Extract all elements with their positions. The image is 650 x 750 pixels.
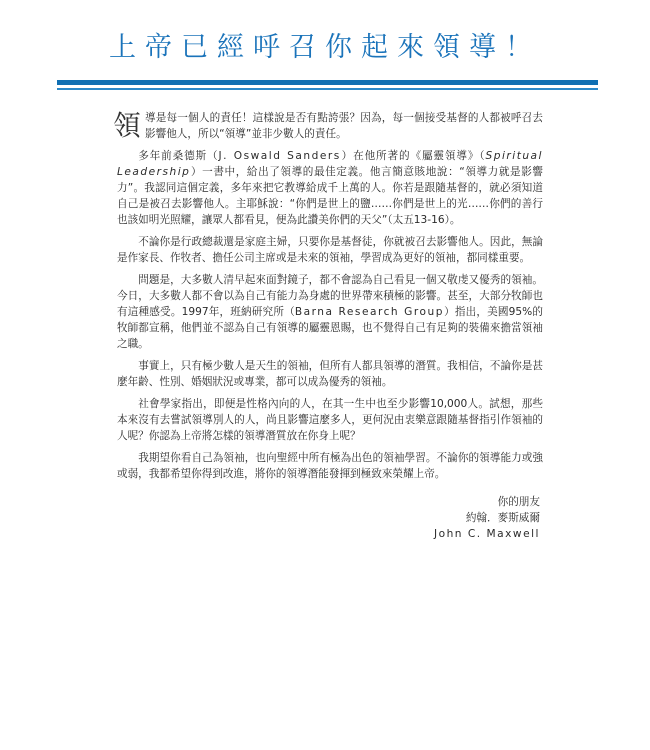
paragraph-2-text-a: 多年前桑德斯（ bbox=[138, 150, 219, 162]
paragraph-2 bbox=[117, 148, 543, 228]
paragraph-4 bbox=[117, 272, 543, 352]
title-divider-thick bbox=[57, 80, 598, 85]
paragraph-1 bbox=[113, 109, 543, 142]
barna-group-name: Barna Research Group bbox=[294, 306, 444, 318]
author-name-sanders: J. Oswald Sanders bbox=[218, 150, 341, 162]
title-divider-thin bbox=[57, 88, 598, 90]
page-title: 上帝已經呼召你起來領導！ bbox=[109, 32, 541, 63]
paragraph-7: 我期望你看自己為領袖，也向聖經中所有極為出色的領袖學習。不論你的領導能力或強或弱，我都希望你得到改進，將你的領導潛能發揮到極致來榮耀上帝。 bbox=[117, 452, 543, 480]
book-title-english: Spiritual Leadership bbox=[117, 150, 543, 178]
paragraph-3: 不論你是行政總裁還是家庭主婦，只要你是基督徒，你就被召去影響他人。因此，無論是作家長、作牧者、擔任公司主席或是未來的領袖，學習成為更好的領袖，都同樣重要。 bbox=[117, 236, 543, 264]
signature-name-chinese: 約翰．麥斯威爾 bbox=[465, 512, 540, 524]
drop-cap: 領 bbox=[113, 109, 142, 142]
signature-closing: 你的朋友 bbox=[497, 496, 540, 508]
paragraph-6: 社會學家指出，即便是性格內向的人，在其一生中也至少影響10,000人。試想，那些本來沒有去嘗試領導別人的人，尚且影響這麼多人，更何況由衷樂意跟隨基督指引作領袖的人呢？你認為上帝將怎樣的領導潛質放在你身上呢？ bbox=[117, 398, 543, 442]
signature-block bbox=[434, 494, 540, 542]
paragraph-2-text-b: ）在他所著的《屬靈領導》（ bbox=[340, 150, 486, 162]
paragraph-1-text: 導是每一個人的責任！這樣說是否有點誇張？因為，每一個接受基督的人都被呼召去影響他人，所以“領導”並非少數人的責任。 bbox=[145, 112, 543, 140]
signature-name-english: John C. Maxwell bbox=[433, 528, 540, 540]
paragraph-5: 事實上，只有極少數人是天生的領袖，但所有人都具領導的潛質。我相信，不論你是甚麼年齡、性別、婚姻狀況或專業，都可以成為優秀的領袖。 bbox=[117, 360, 543, 388]
paragraph-4-text-b: ）指出，美國95%的牧師都宣稱，他們並不認為自己有領導的屬靈恩賜，也不覺得自己有足夠的裝備來擔當領袖之職。 bbox=[117, 306, 543, 350]
paragraph-4-text-a: 問題是，大多數人清早起來面對鏡子，都不會認為自己看見一個又敬虔又優秀的領袖。今日，大多數人都不會以為自己有能力為身處的世界帶來積極的影響。甚至，大部分牧師也有這種感受。1997年，班納研究所（ bbox=[117, 274, 543, 318]
article-body bbox=[113, 109, 543, 488]
paragraph-2-text-c: ）一書中，給出了領導的最佳定義。他言簡意賅地說：“領導力就是影響力”。我認同這個定義，多年來把它教導給成千上萬的人。你若是跟隨基督的，就必須知道自己是被召去影響他人。主耶穌說：“你們是世上的鹽……你們是世上的光……你們的善行也該如明光照耀，讓眾人都看見，便為此讚美你們的天父”（太五13-16）。 bbox=[117, 166, 543, 226]
